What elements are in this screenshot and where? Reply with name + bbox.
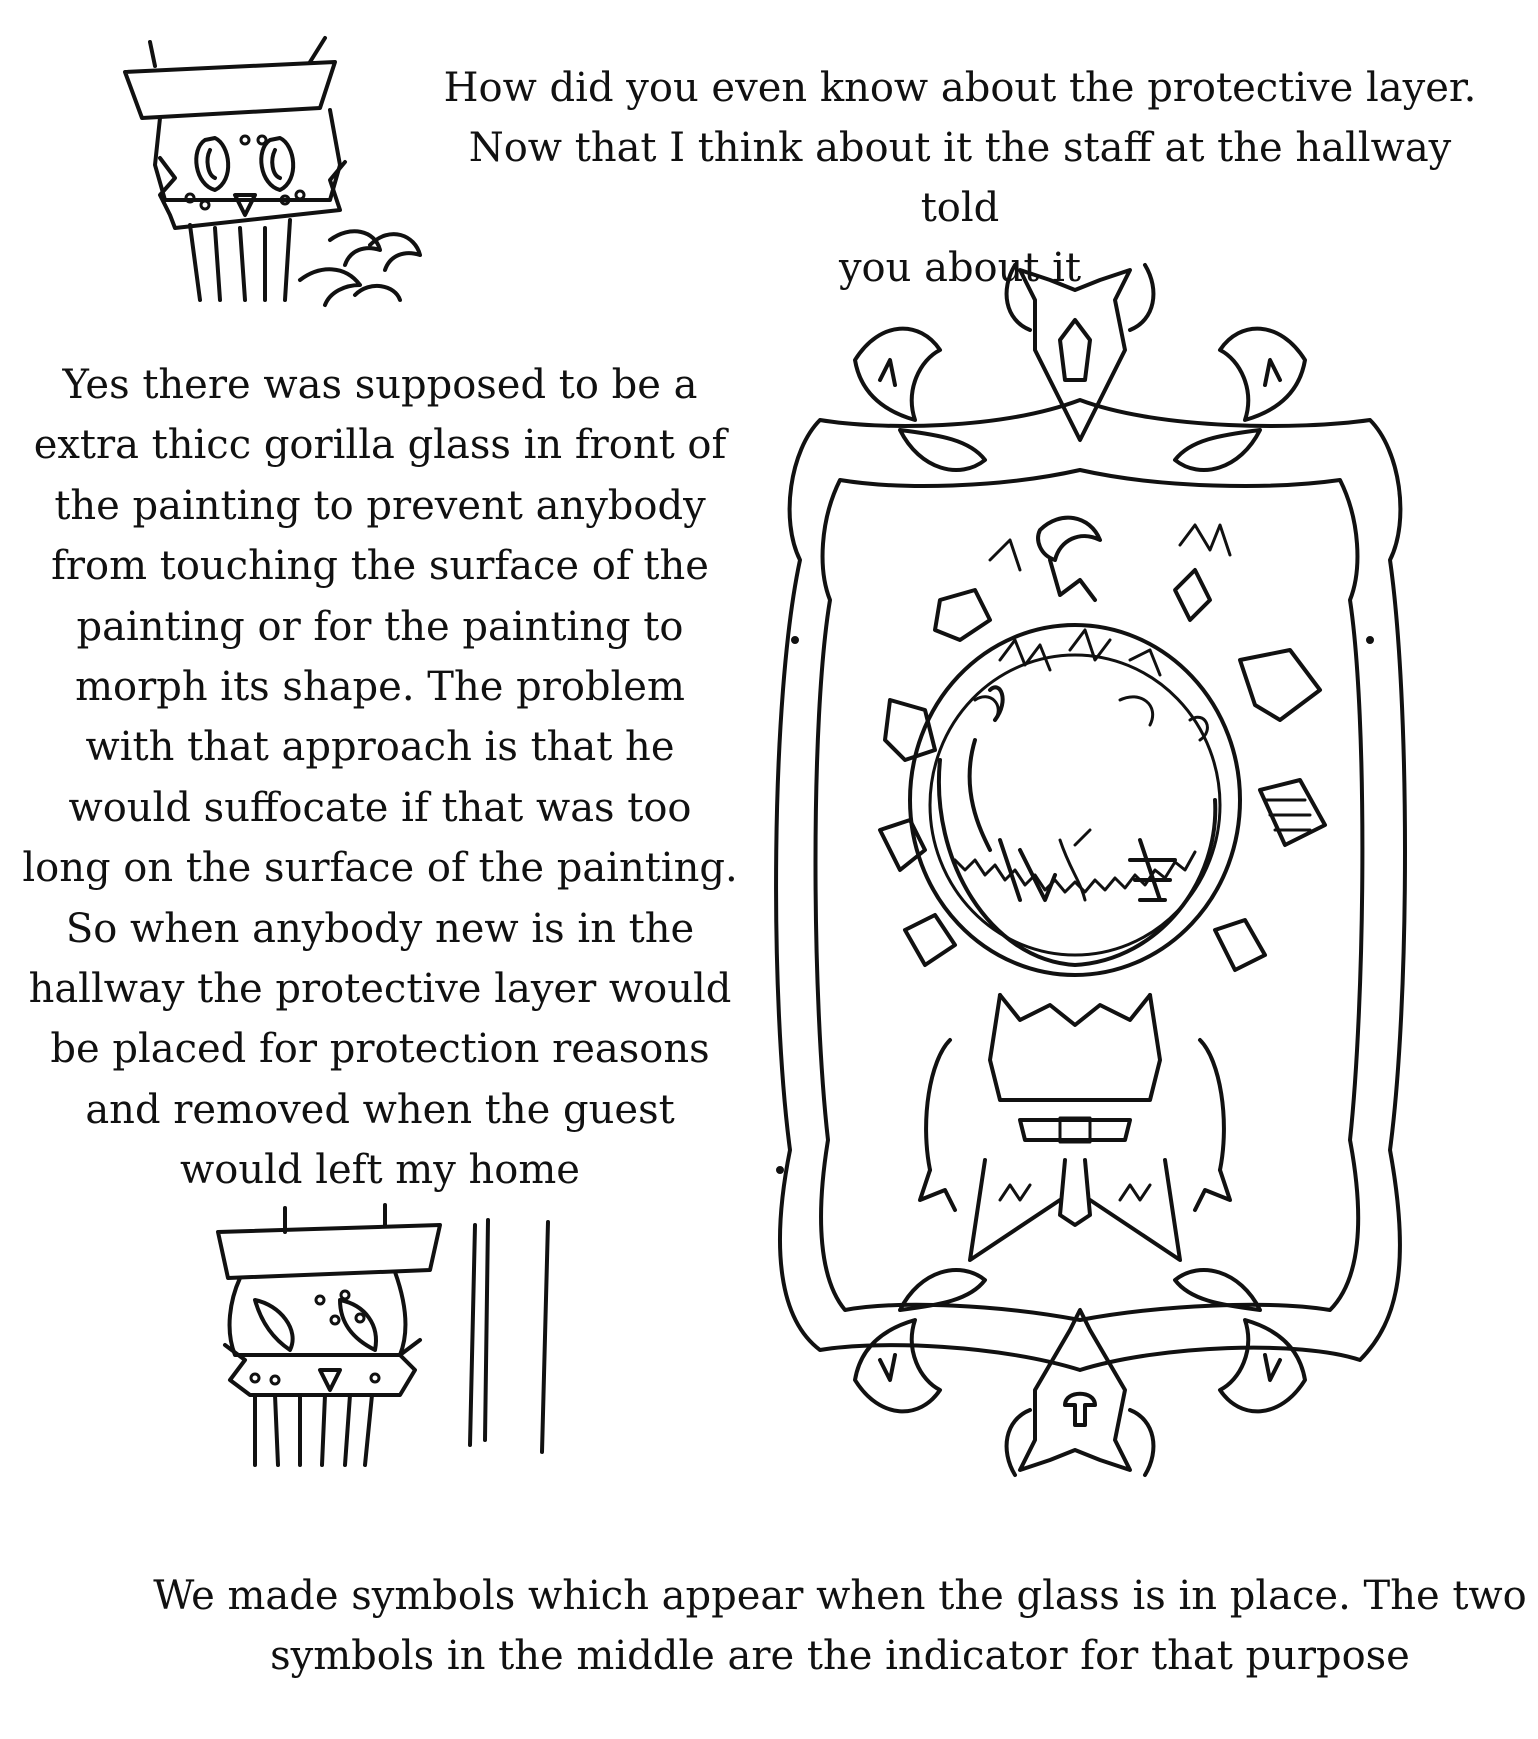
speech-lines: [470, 1220, 548, 1452]
caption-bottom: We made symbols which appear when the glass is in place. The two symbols in the middle are the indicator for that purpose: [153, 1573, 1527, 1679]
painted-figure: [880, 518, 1325, 1260]
ornate-frame: [776, 265, 1405, 1475]
speaker-bottom-drawing: [218, 1205, 440, 1465]
speaker-top-drawing: [125, 38, 420, 305]
caption-top: How did you even know about the protective layer. Now that I think about it the staff at the hallway told you about it: [443, 65, 1477, 291]
caption-left: Yes there was supposed to be a extra thicc gorilla glass in front of the painting to prevent anybody from touching the surface of the painting or for the painting to morph its shape. The problem with that approach is that he would suffocate if that was too long on the surface of the painting. So when anybody new is in the hallway the protective layer would be placed for protection reasons and removed when the guest would left my home: [22, 362, 738, 1194]
